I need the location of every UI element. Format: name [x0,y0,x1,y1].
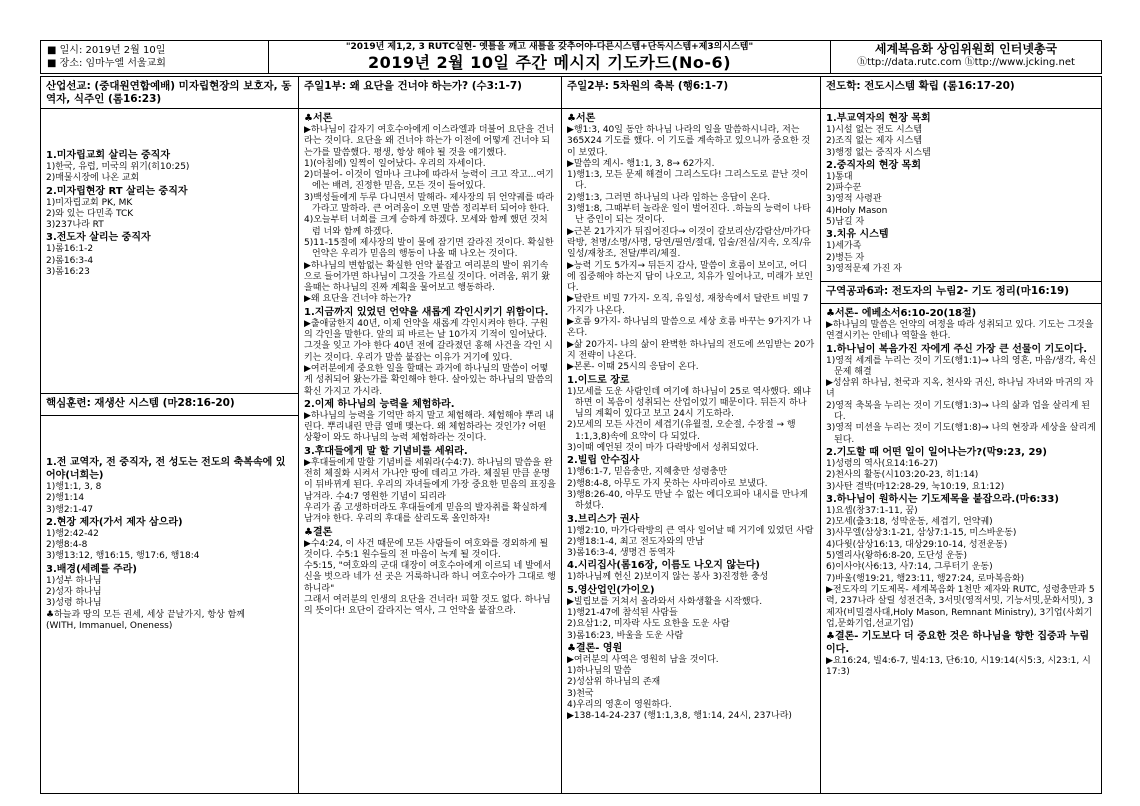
list-item: 2)요삼1:2, 미자락 사도 요한을 도운 사람 [567,619,730,630]
paragraph: 수5:15, "여호와의 군대 대장이 여호수아에게 이르되 네 발에서 신을 벗으라 네가 선 곳은 거룩하니라 하니 여호수아가 그대로 행하니라" [304,561,556,594]
list-item: 2)성삼위 하나님의 존재 [567,677,661,688]
paragraph: ▶하나님의 변함없는 확실한 언약 붙잡고 여리분의 발이 위기속으로 들어가면 하나님이 그것을 가르실 것이다. 어려움, 위기 왔을때는 하나님의 진짜 계획을 물어보고 행동하라. [304,260,550,294]
list-item: 1)행1:1, 3, 8 [46,482,102,492]
list-item: 1)행2:42-42 [46,528,99,539]
list-item: 3)사무엘(삼상3:1-21, 삼상7:1-15, 미스바운동) [826,528,1017,539]
list-item: 2)행8:4-8 [46,540,88,551]
paragraph: ▶하나님의 능력을 기억만 하지 말고 체험해라. 체험해야 뿌리 내린다. 뿌리내린 만큼 열매 맺는다. 왜 체험하라는 것인가? 어떤 상황이 와도 하나님의 능력 체험하라는 것이다. [304,410,555,444]
paragraph: ▶138-14-24-237 (행1:1,3,8, 행1:14, 24시, 237나라) [567,711,792,722]
header-subtitle: "2019년 제1,2, 3 RUTC실현- 옛틀을 깨고 새틀을 갖추어야-다른시스템+단독시스템+제3의시스템" [345,42,754,52]
section-heading: 5.영산업인(가이오) [567,584,655,596]
header-info [41,41,269,73]
content-grid [40,76,1102,794]
section-heading: ♣서론 [304,113,333,124]
paragraph: ▶흐름 9가지- 하나님의 말씀으로 세상 흐름 바꾸는 9가지가 나온다. [567,317,812,339]
list-item: 2)영적 축복을 누리는 것이 기도(행1:3)→ 나의 삶과 업을 살리게 된다. [826,400,1090,423]
list-item: 2)조직 없는 제자 시스템 [826,136,923,147]
list-item: 3)행1:8, 그때부터 놀라운 일이 벌어진다. .하늘의 능력이 나타난 증인이 되는 것이다. [567,204,811,226]
column-body [299,109,561,621]
list-item: 1)세가족 [826,241,862,252]
list-item: 1)행2:10, 마가다락방의 큰 역사 일어날 때 거기에 있었던 사람 [567,525,814,536]
section-heading: ♣결론 [304,526,333,538]
column-body [821,109,1101,279]
list-item: 3)롬16:3-4, 생명건 동역자 [567,548,675,559]
paragraph: ▶능력 기도 5가지→ 뒤든지 감사, 말씀이 흐름이 보이고, 어디에 집중해야 하는지 답이 나오고, 치유가 일어나고, 미래가 보인다. [567,260,813,294]
section-heading: 1.지금까지 있었던 언약을 새롭게 각인시키기 위함이다. [304,306,549,318]
paragraph: ▶빌립보를 거쳐서 올라와서 사화생활을 시작했다. [567,596,763,607]
list-item: 1)(아침에) 일찍이 일어났다- 우리의 자세이다. [304,158,486,169]
header-org: 세계복음화 상임위원회 인터넷총국 [874,42,1058,56]
list-item: 1)영적 세계를 누리는 것이 기도(행1:1)→ 나의 영혼, 마음/생각, 육신 문제 해결 [826,355,1096,377]
paragraph: ▶말씀의 계시- 행1:1, 3, 8→ 62가지. [567,158,715,169]
list-item: 3)백성들에게 두루 다니면서 말해라- 제사장의 뒤 언약궤를 따라가라고 말하라. 큰 어려움이 오면 말씀 정리부터 되어야 한다. [304,192,554,215]
paragraph: ▶출애굽한지 40년, 이제 언약을 새롭게 각인시켜야 한다. 구원의 각인을 말한다. 앞의 피 바르는 날 10가지 기적이 일어났다. 그것을 잊고 가야 한다 40년 전에 갈라졌던 홍해 사건을 각인 시키는 것이다. 우리가 말씀 붙잡는 이유가 거기에 있다. [304,318,553,363]
list-item: 1)하나님께 헌신 2)보이지 않는 봉사 3)진정한 충성 [567,572,769,583]
section-heading: 1.전 교역자, 전 중직자, 전 성도는 전도의 축복속에 있어야(너희는) [46,457,286,481]
section-heading: 1.부교역자의 현장 목회 [826,113,931,124]
section-heading: ♣서론 [567,113,596,124]
header-org-block [831,41,1101,73]
list-item: 3)영적문제 가진 자 [826,263,902,274]
list-item: 1)행21-47에 참석된 사람들 [567,607,678,618]
cell-lesson-section [821,281,1101,682]
list-item: 1)성령의 역사(요14:16-27) [826,458,938,469]
paragraph: 그래서 여러분의 인생의 요단을 건너라! 피할 것도 없다. 하나님의 뜻이다! 요단이 갈라지는 역사, 그 언약을 붙잡으라. [304,594,551,617]
list-item: 1)하나님의 말씀 [567,666,632,677]
column-heading: 전도학: 전도시스템 확립 (롬16:17-20) [821,77,1101,109]
header-date: ■ 일시: 2019년 2월 10일 [47,45,166,56]
list-item: 4)우리의 영혼이 영원하다. [567,700,672,711]
paragraph: ▶여러분에게 중요한 일을 할때는 과거에 하나님의 말씀이 어떻게 성취되어 왔는가를 확인해야 한다. 살아있는 하나님의 말씀의 확신 가지고 가시라. [304,363,553,397]
list-item: 2)천사의 활동(시103:20-23, 히1:14) [826,470,979,481]
core-training-section [41,393,298,635]
section-heading: ♣결론- 기도보다 더 중요한 것은 하나님을 향한 집중과 누림이다. [826,631,1090,656]
list-item: 1)롬16:1-2 [46,244,94,255]
section-heading: 2.이제 하나님의 능력을 체험하라. [304,398,455,410]
list-item: 4)오늘부터 너희를 크게 승하게 하겠다. 모세와 함께 했던 것처럼 너와 함께 하겠다. [304,215,548,237]
list-item: 3)영적 미션을 누리는 것이 기도(행1:8)→ 나의 현장과 세상을 살리게 된다. [826,423,1096,445]
list-item: 2)행1:3, 그러면 하나님의 나라 임하는 응답이 온다. [567,192,771,203]
list-item: 4)다윗(삼상16:13, 대상29:10-14, 성전운동) [826,539,1008,550]
list-item: 6)이사야(사6:13, 사7:14, 그루터기 운동) [826,562,993,573]
column-sermon-1 [299,77,562,793]
list-item: 3)행2:1-47 [46,504,94,515]
paragraph: 우리가 좀 고생하더라도 후대들에게 믿음의 발자취를 확실하게 남겨야 한다. 우리의 후대를 살리도록 올인하자! [304,502,548,525]
list-item: 1)요셉(창37:1-11, 꿈) [826,505,918,516]
section-heading: ♣서론- 에베소서6:10-20(18절) [826,308,977,319]
paragraph: ▶하나님이 갑자기 여호수아에게 이스라엘과 더불어 요단을 건너라는 것이다. 요단을 왜 건너야 하는가 이전에 어떻게 건너야 되는가를 말씀했다. 평생, 항상 해야 될 것을 얘기했다. [304,125,555,158]
column-body [562,109,820,726]
list-item: 3)이때 예언된 것이 마가 다락방에서 성취되었다. [567,443,759,454]
list-item: 2)롬16:3-4 [46,255,94,266]
column-heading: 구역공과6과: 전도자의 누림2- 기도 정리(마16:19) [821,282,1101,304]
section-heading: 2.빌립 안수집사 [567,455,640,467]
paragraph: ▶수4:24, 이 사건 때문에 모든 사람들이 여호와를 경외하게 될 것이다. 수5:1 원수들의 전 마음이 녹게 될 것이다. [304,538,549,560]
list-item: 3)행정 없는 중직자 시스템 [826,147,931,158]
section-heading: 2.미자립현장 RT 살리는 중직자 [46,185,188,197]
list-item: 2)매물시장에 나온 교회 [46,173,140,184]
list-item: 1)모세를 도운 사람인데 여기에 하나님이 25로 역사했다. 왜냐하면 이 복음이 성취되는 산업이었기 때문이다. 뒤든지 하나님의 계획이 있다고 보고 24시 기도하라. [567,386,811,420]
list-item: 2)행8:4-8, 아무도 가지 못하는 사마리아로 보냈다. [567,478,768,489]
paragraph: ▶요16:24, 빌4:6-7, 빌4:13, 단6:10, 시19:14(시5:3, 시23:1, 시17:3) [826,656,1091,678]
section-heading: 3.하나님이 원하시는 기도제목을 붙잡으라.(마6:33) [826,493,1059,505]
header-urls: ⓗttp://data.rutc.com ⓗttp://www.jcking.net [857,57,1075,68]
paragraph: ▶전도자의 기도제목- 세계복음화 1천만 제자와 RUTC, 성령충만과 5력, 237나라 살릴 성전건축, 3서밋(영적서밋, 기능서밋,문화서밋), 3제자(비밀결사대,Holy Mason, Remnant Ministry), 3기업(사회기업,문화기업,선교기업) [826,584,1095,629]
card-header [40,40,1102,74]
paragraph: (WITH, Immanuel, Oneness) [46,620,173,631]
paragraph: ▶행1:3, 40일 동안 하나님 나라의 일을 말씀하시니라, 저는 365X24 기도를 했다. 이 기도를 계속하고 있으니까 중요한 것이 보였다. [567,125,811,158]
paragraph: ▶달란트 비밀 7가지- 오직, 유일성, 재창속에서 달란트 비밀 7가지가 나온다. [567,294,809,316]
column-sermon-2 [562,77,821,793]
section-heading: 2.현장 제자(가서 제자 삼으라) [46,516,183,528]
list-item: 3)천국 [567,688,594,699]
list-item: 2)더불어- 이것이 얼마나 크냐에 따라서 능력이 크고 작고...여기에는 배려, 진정한 믿음, 모든 것이 들어있다. [304,170,554,192]
paragraph: ▶하나님의 말씀은 언약의 여정을 따라 성취되고 있다. 기도는 그것을 연결시키는 안테나 역할을 한다. [826,320,1094,342]
list-item: 1)시설 없는 전도 시스템 [826,125,923,135]
column-body [41,416,298,635]
section-heading: 4.시리집사(롬16장, 이름도 나오지 않는다) [567,560,760,572]
column-evangelism [821,77,1101,793]
paragraph: ▶왜 요단을 건너야 하는가? [304,294,412,305]
list-item: 1)행6:1-7, 믿음충만, 지혜충만 성령충만 [567,467,728,478]
column-heading: 주일1부: 왜 요단을 건너야 하는가? (수3:1-7) [299,77,561,109]
paragraph: ▶삶 20가지- 나의 삶이 완벽한 하나님의 전도에 쓰임받는 20가지 전략이 나온다. [567,339,815,361]
paragraph: ♣하늘과 땅의 모든 권세, 세상 끝날가지, 항상 함께 [46,609,246,620]
paragraph: ▶여러분의 사역은 영원히 남을 것이다. [567,654,719,665]
list-item: 2)와 있는 다민족 TCK [46,208,134,219]
list-item: 2)성자 하나님 [46,587,102,598]
section-heading: 1.이드로 장로 [567,374,630,386]
page-title: 2019년 2월 10일 주간 메시지 기도카드(No-6) [367,53,732,72]
list-item: 4)Holy Mason [826,205,888,216]
list-item: 2)모세의 모든 사건이 세겹기(유월절, 오순절, 수장절 → 행1:1,3,8)속에 요약이 다 되었다. [567,420,796,442]
column-body [821,304,1101,682]
column-body [41,109,298,379]
section-heading: 3.치유 시스템 [826,229,889,241]
paragraph: ▶후대들에게 말할 기념비를 세워라(수4:7). 하나님의 말씀을 완전히 체질화 시켜서 가나안 땅에 데리고 가라. 체질된 만큼 운명이 뒤바뀌게 된다. 우리의 자녀들에게 가장 중요한 믿음의 표징을 남겨라. 수4:7 영원한 기념이 되리라 [304,457,556,502]
list-item: 3)롬16:23 [46,267,90,278]
list-item: 3)롬16:23, 바울을 도운 사람 [567,630,684,641]
section-heading: 3.배경(세례를 주라) [46,563,137,575]
list-item: 2)행1:14 [46,493,85,504]
list-item: 1)성부 하나님 [46,575,102,586]
list-item: 2)모세(출3:18, 성막운동, 세겹기, 언약궤) [826,517,993,528]
column-heading: 주일2부: 5차원의 축복 (행6:1-7) [562,77,820,109]
list-item: 5)엘리사(왕하6:8-20, 도단성 운동) [826,551,967,562]
section-heading: 3.브리스가 권사 [567,513,640,525]
header-place: ■ 장소: 임마누엘 서울교회 [47,58,166,69]
header-title-block [269,41,831,73]
list-item: 1)통대 [826,171,853,182]
list-item: 1)행1:3, 모든 문제 해결이 그리스도다! 그리스도로 끝난 것이다. [567,170,809,192]
section-heading: 3.전도자 살리는 중직자 [46,232,151,244]
list-item: 5)11-15절에 제사장의 발이 물에 잠기면 갈라진 것이다. 확실한 언약은 우리가 믿음의 행동이 나올 때 나오는 것이다. [304,237,554,260]
list-item: 3)행13:12, 행16:15, 행17:6, 행18:4 [46,551,200,562]
section-heading: ♣결론- 영원 [567,642,623,654]
list-item: 1)한국, 유럽, 미국의 위기(히10:25) [46,162,190,172]
list-item: 2)파수꾼 [826,183,862,194]
list-item: 7)바울(행19:21, 행23:11, 행27:24, 로마복음화) [826,573,1025,584]
paragraph: ▶근본 21가지가 뒤집어진다→ 이것이 갈보리산/감람산/마가다락방, 천명/소명/사명, 당연/필연/절대, 입술/전심/지속, 오직/유일성/재창조, 전달/뿌리/체질. [567,226,812,260]
section-heading: 1.미자립교회 살리는 중직자 [46,150,170,161]
section-heading: 1.하나님이 복음가진 자에게 주신 가장 큰 선물이 기도이다. [826,343,1088,355]
column-heading: 산업선교: (중대원연합예배) 미자립현장의 보호자, 동역자, 식주인 (롬16:23) [41,77,298,109]
list-item: 3)사탄 결박(마12:28-29, 눅10:19, 요1:12) [826,481,1005,492]
paragraph: ▶성삼위 하나님, 천국과 지옥, 천사와 귀신, 하나님 자녀와 마귀의 자녀 [826,378,1094,400]
list-item: 2)병든 자 [826,252,865,263]
list-item: 3)성령 하나님 [46,598,102,609]
list-item: 5)남길 자 [826,217,865,228]
column-heading: 핵심훈련: 재생산 시스템 (마28:16-20) [41,394,298,416]
list-item: 3)영적 사령관 [826,194,882,205]
paragraph: ▶본론- 이때 25시의 응답이 온다. [567,362,699,373]
section-heading: 2.중직자의 현장 목회 [826,159,921,171]
section-heading: 2.기도할 때 어떤 일이 일어나는가?(막9:23, 29) [826,446,1047,458]
section-heading: 3.후대들에게 말 할 기념비를 세워라. [304,445,468,457]
column-industrial-mission [41,77,299,793]
list-item: 3)237나라 RT [46,220,104,231]
list-item: 2)행18:1-4, 최고 전도자와의 만남 [567,536,704,547]
list-item: 1)미자립교회 PK, MK [46,197,133,208]
list-item: 3)행8:26-40, 아무도 만날 수 없는 에디오피아 내시를 만나게 하셨다. [567,489,808,512]
